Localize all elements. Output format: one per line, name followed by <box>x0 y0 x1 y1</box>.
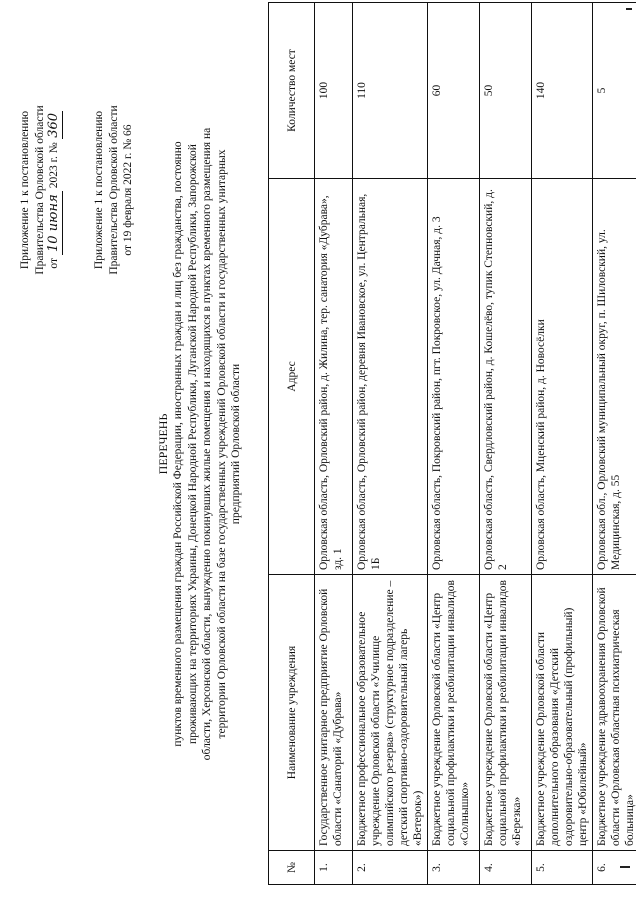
cell-address: Орловская область, Орловский район, д. Жилина, тер. санатория «Дубрава», зд. 1 <box>315 179 353 575</box>
cell-num: 4. <box>480 851 532 885</box>
cell-address: Орловская область, Свердловский район, д. Кошелёво, тупик Степновский, д. 2 <box>480 179 532 575</box>
appendix-current-line1: Приложение 1 к постановлению <box>19 110 31 270</box>
table-row <box>428 3 480 885</box>
header-capacity: Количество мест <box>269 3 315 179</box>
cell-name: Бюджетное учреждение Орловской области «Центр социальной профилактики и реабилитации инвалидов «Солнышко» <box>428 575 480 851</box>
table-row <box>532 3 593 885</box>
header-address: Адрес <box>269 179 315 575</box>
cell-num: 1. <box>315 851 353 885</box>
table-header-row <box>269 3 315 885</box>
cell-address: Орловская обл., Орловский муниципальный округ, п. Шиловский, ул. Медицинская, д. 55 <box>593 179 636 575</box>
document-title: ПЕРЕЧЕНЬ <box>156 413 170 475</box>
table-row <box>315 3 353 885</box>
table-row <box>593 3 636 885</box>
cell-name: Бюджетное профессиональное образовательное учреждение Орловской области «Училище олимпийского резерва» (структурное подразделение – детский спортивно-оздоровительный лагерь «Ветерок») <box>353 575 428 851</box>
date-prefix: от <box>48 258 60 269</box>
facilities-table <box>268 2 636 885</box>
document-subtitle <box>171 3 244 885</box>
subtitle-line: области, Херсонской области, вынужденно покинувших жилые помещения и находящихся в пунктах временного размещения на <box>201 127 213 761</box>
cell-capacity: 50 <box>480 3 532 179</box>
table-row <box>353 3 428 885</box>
header-name: Наименование учреждения <box>269 575 315 851</box>
appendix-original-line2: Правительства Орловской области <box>107 105 120 275</box>
header-num: № <box>269 851 315 885</box>
cell-capacity: 140 <box>532 3 593 179</box>
appendix-original-block <box>92 75 136 305</box>
cell-address: Орловская область, Мценский район, д. Новосёлки <box>532 179 593 575</box>
appendix-current-block <box>18 75 63 305</box>
appendix-original-line3: от 19 февраля 2022 г. № 66 <box>122 124 134 256</box>
cell-address: Орловская область, Покровский район, пгт. Покровское, ул. Дачная, д. 3 <box>428 179 480 575</box>
handwritten-date: 10 июня <box>47 191 63 255</box>
cell-num: 5. <box>532 851 593 885</box>
handwritten-number: 360 <box>46 112 61 138</box>
cell-num: 2. <box>353 851 428 885</box>
cell-name: Государственное унитарное предприятие Орловской области «Санаторий «Дубрава» <box>315 575 353 851</box>
cell-name: Бюджетное учреждение Орловской области дополнительного образования «Детский оздоровительно-образовательный (профильный) центр «Юбилейный» <box>532 575 593 851</box>
subtitle-line: пунктов временного размещения граждан Российской Федерации, иностранных граждан и лиц без гражданства, постоянно <box>172 141 184 747</box>
appendix-current-line2: Правительства Орловской области <box>33 105 46 275</box>
subtitle-line: проживающих на территориях Украины, Донецкой Народной Республики, Луганской Народной Республики, Запорожской <box>186 144 199 744</box>
cell-num: 6. <box>593 851 636 885</box>
cell-name: Бюджетное учреждение здравоохранения Орловской области «Орловская областная психиатрическая больница» <box>593 575 636 851</box>
cell-capacity: 60 <box>428 3 480 179</box>
cell-capacity: 110 <box>353 3 428 179</box>
cell-name: Бюджетное учреждение Орловской области «Центр социальной профилактики и реабилитации инвалидов «Березка» <box>480 575 532 851</box>
subtitle-line: территории Орловской области на базе государственных учреждений Орловской области и государственных унитарных <box>215 149 228 739</box>
cell-capacity: 100 <box>315 3 353 179</box>
subtitle-line: предприятий Орловской области <box>230 363 242 525</box>
number-prefix: № <box>48 142 60 154</box>
cell-address: Орловская область, Орловский район, деревня Ивановское, ул. Центральная, 1Б <box>353 179 428 575</box>
date-year: 2023 г. <box>48 156 60 189</box>
cell-num: 3. <box>428 851 480 885</box>
table-row <box>480 3 532 885</box>
cell-capacity: 5 <box>593 3 636 179</box>
appendix-current-date-line <box>47 75 63 305</box>
appendix-original-line1: Приложение 1 к постановлению <box>93 110 105 270</box>
